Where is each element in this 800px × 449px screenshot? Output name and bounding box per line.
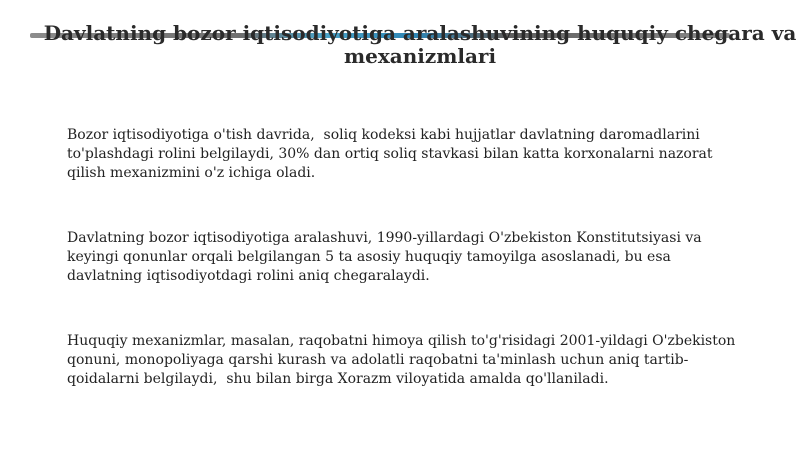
slide-title: Davlatning bozor iqtisodiyotiga aralashuvining huquqiy chegara va mexanizmlari (43, 21, 797, 68)
paragraph-2: Davlatning bozor iqtisodiyotiga aralashuvi, 1990-yillardagi O'zbekiston Konstitutsiyasi va keyingi qonunlar orqali belgilangan 5 ta asosiy huquqiy tamoyilga asoslanadi, bu esa davlatning iqtisodiyotdagi rolini aniq chegaralaydi. (67, 230, 707, 284)
title-bar (0, 0, 800, 70)
paragraph-3: Huquqiy mexanizmlar, masalan, raqobatni himoya qilish to'g'risidagi 2001-yildagi O'zbekiston qonuni, monopoliyaga qarshi kurash va adolatli raqobatni ta'minlash uchun aniq tartib-qoidalarni belgilaydi, shu bilan birga Xorazm viloyatida amalda qo'llaniladi. (67, 333, 740, 387)
paragraph-1: Bozor iqtisodiyotiga o'tish davrida, soliq kodeksi kabi hujjatlar davlatning daromadlarini to'plashdagi rolini belgilaydi, 30% dan ortiq soliq stavkasi bilan katta korxonalarni nazorat qilish mexanizmini o'z ichiga oladi. (67, 127, 717, 181)
